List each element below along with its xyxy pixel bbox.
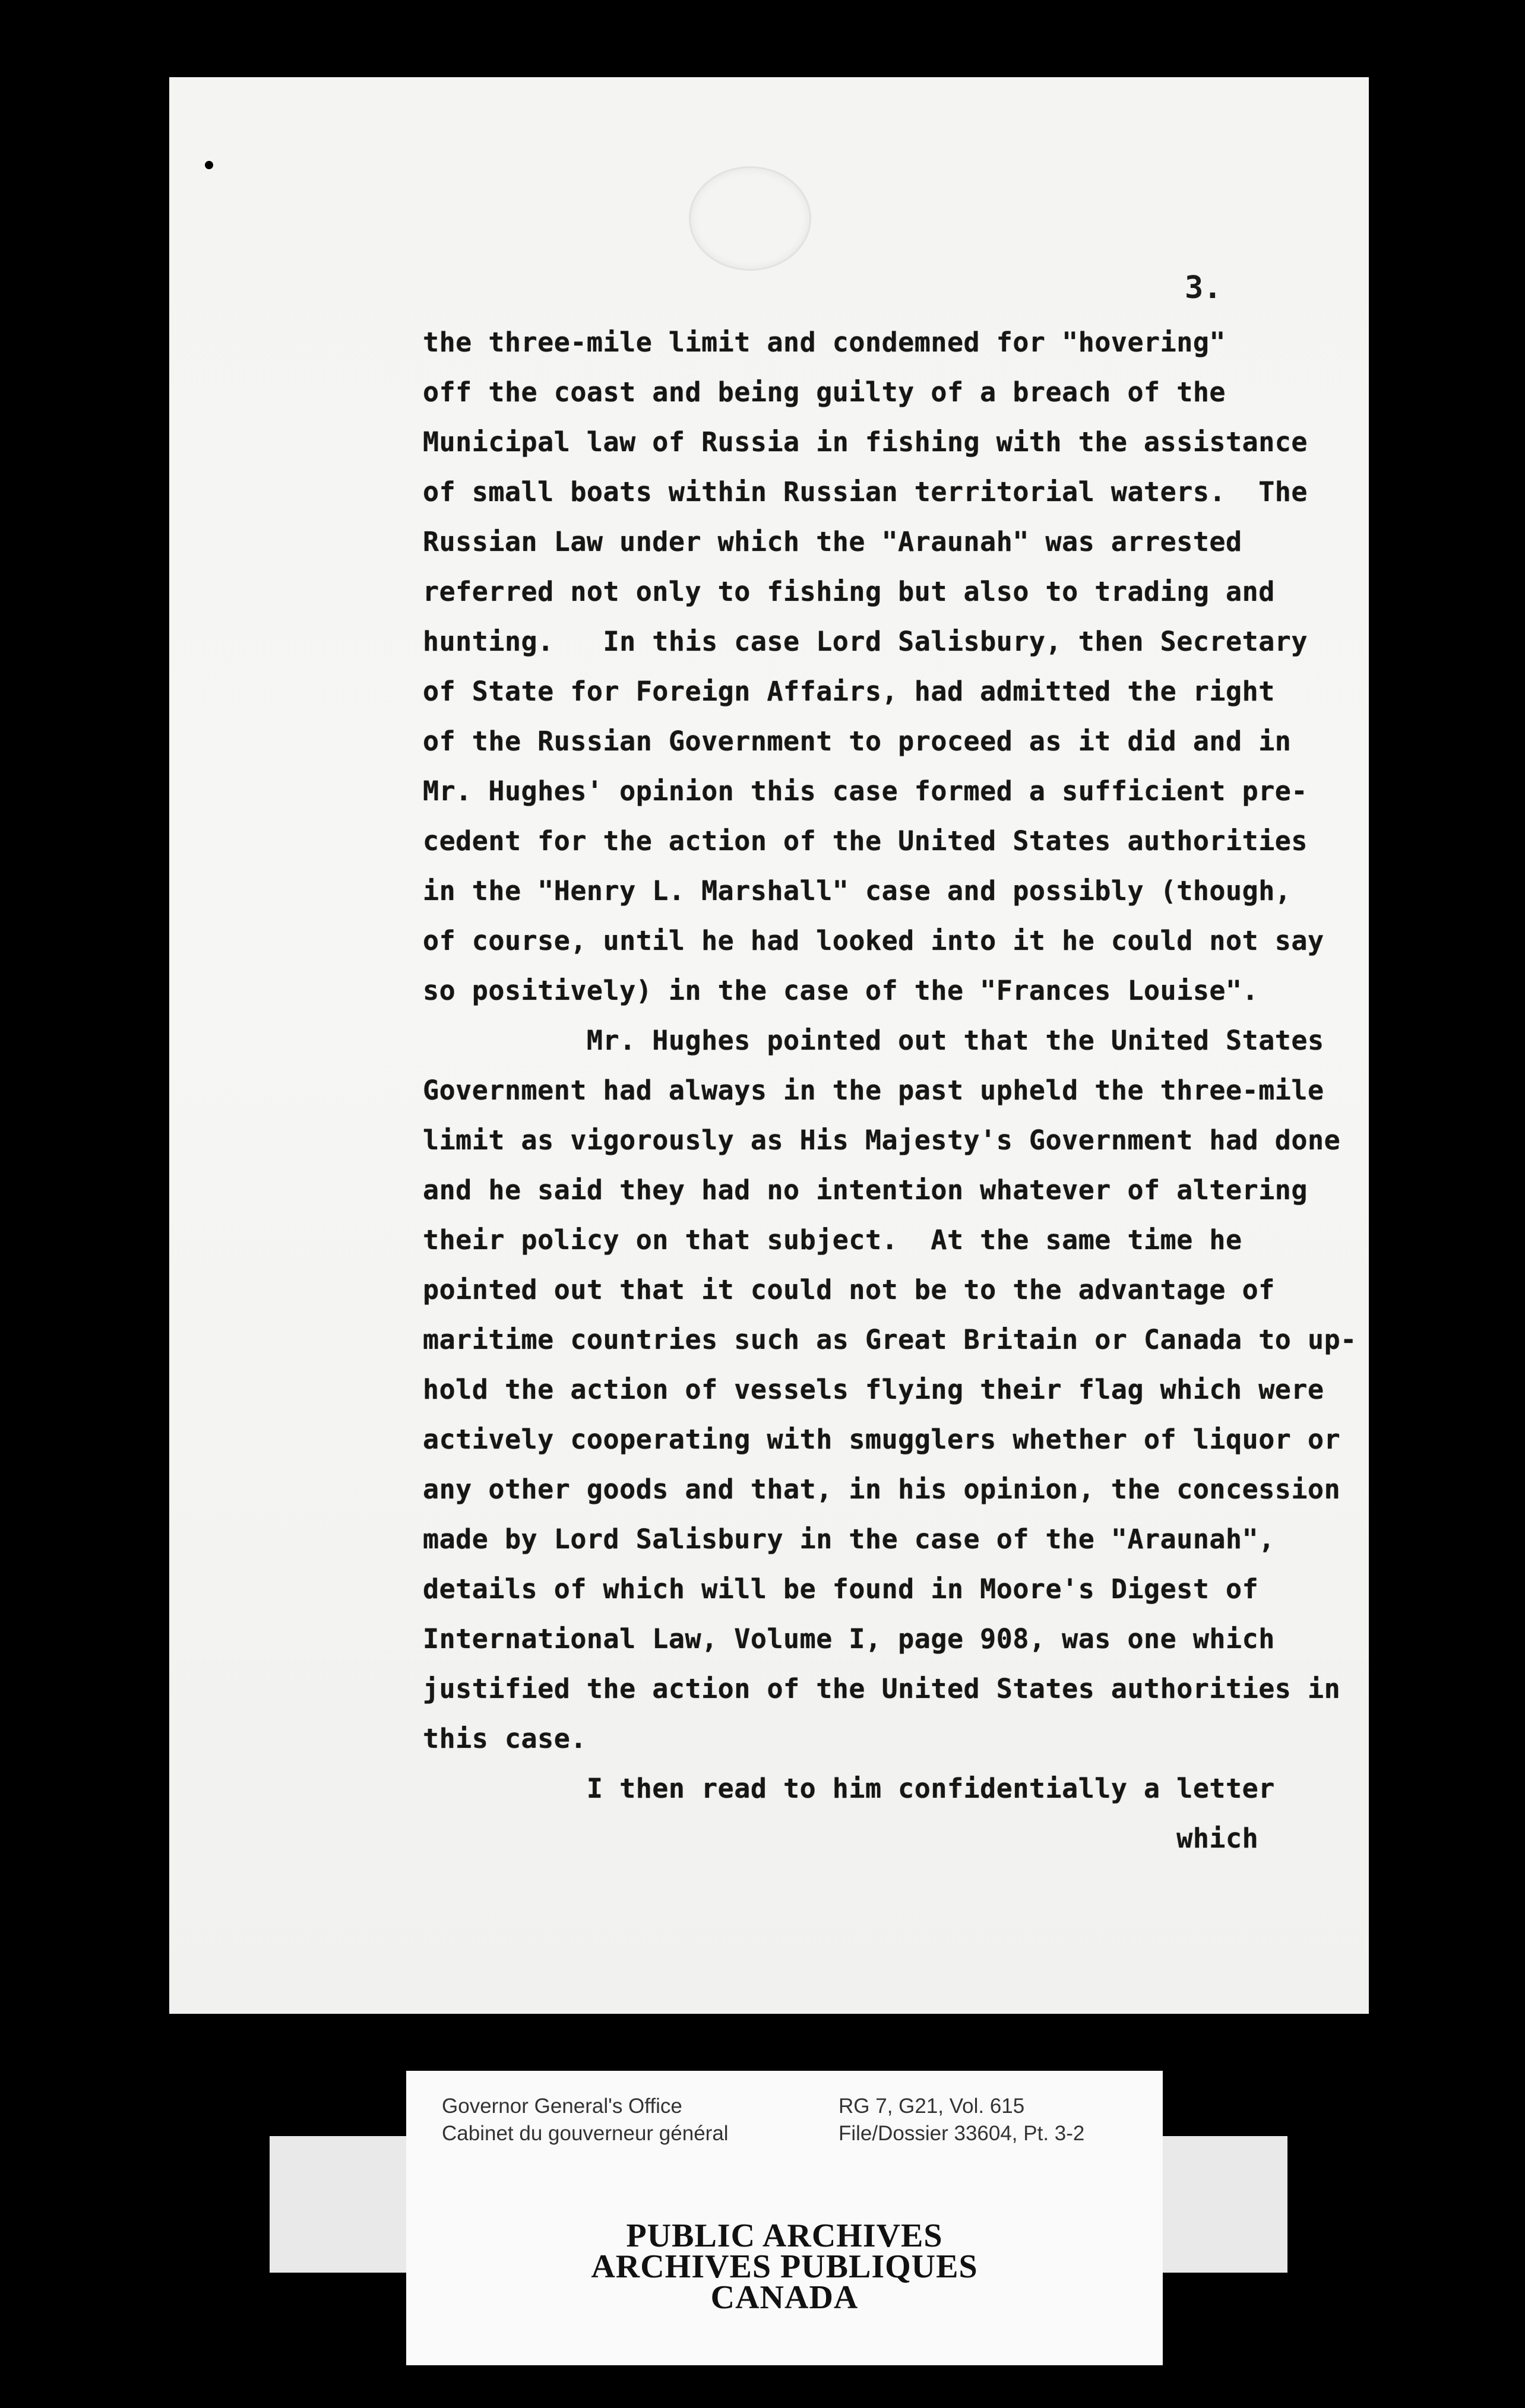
page-number: 3. bbox=[1185, 270, 1222, 306]
text-line: limit as vigorously as His Majesty's Government had done bbox=[423, 1124, 1341, 1156]
text-line: any other goods and that, in his opinion, the concession bbox=[423, 1474, 1341, 1505]
text-line: Government had always in the past upheld the three-mile bbox=[423, 1075, 1324, 1106]
text-line: of course, until he had looked into it he could not say bbox=[423, 925, 1324, 956]
text-line: details of which will be found in Moore's Digest of bbox=[423, 1573, 1259, 1605]
text-line: off the coast and being guilty of a breach of the bbox=[423, 376, 1226, 408]
office-name-french: Cabinet du gouverneur général bbox=[442, 2122, 729, 2145]
archives-stamp bbox=[406, 2217, 1163, 2316]
text-line: actively cooperating with smugglers whether of liquor or bbox=[423, 1424, 1341, 1455]
punch-hole bbox=[69, 61, 98, 92]
text-line: International Law, Volume I, page 908, was one which bbox=[423, 1623, 1275, 1655]
label-tab-left bbox=[270, 2136, 406, 2273]
text-line: referred not only to fishing but also to trading and bbox=[423, 576, 1275, 607]
text-line: hunting. In this case Lord Salisbury, then Secretary bbox=[423, 626, 1308, 657]
record-group-reference: RG 7, G21, Vol. 615 bbox=[839, 2095, 1025, 2118]
text-line: so positively) in the case of the "Frances Louise". bbox=[423, 975, 1259, 1006]
text-line: the three-mile limit and condemned for "hovering" bbox=[423, 327, 1226, 358]
embossed-seal bbox=[689, 166, 811, 271]
text-line: Mr. Hughes' opinion this case formed a sufficient pre- bbox=[423, 775, 1308, 807]
text-line: of State for Foreign Affairs, had admitted the right bbox=[423, 676, 1275, 707]
text-line: of the Russian Government to proceed as it did and in bbox=[423, 725, 1292, 757]
letter-body bbox=[423, 318, 1480, 1864]
office-name-english: Governor General's Office bbox=[442, 2095, 682, 2118]
text-line: their policy on that subject. At the same time he bbox=[423, 1224, 1242, 1256]
text-line: Russian Law under which the "Araunah" was arrested bbox=[423, 526, 1242, 557]
text-line: hold the action of vessels flying their flag which were bbox=[423, 1374, 1324, 1405]
file-reference: File/Dossier 33604, Pt. 3-2 bbox=[839, 2122, 1085, 2145]
stamp-line-country: CANADA bbox=[710, 2279, 859, 2316]
text-line: maritime countries such as Great Britain or Canada to up- bbox=[423, 1324, 1357, 1355]
text-line: justified the action of the United States authorities in bbox=[423, 1673, 1341, 1704]
text-line: this case. bbox=[423, 1723, 587, 1754]
text-line: I then read to him confidentially a letter bbox=[423, 1773, 1275, 1804]
text-line: made by Lord Salisbury in the case of the "Araunah", bbox=[423, 1523, 1275, 1555]
ink-mark bbox=[205, 161, 213, 169]
text-line: in the "Henry L. Marshall" case and possibly (though, bbox=[423, 875, 1292, 907]
archive-label bbox=[406, 2071, 1163, 2365]
text-line: Mr. Hughes pointed out that the United States bbox=[423, 1025, 1324, 1056]
text-line: which bbox=[423, 1823, 1259, 1854]
text-line: cedent for the action of the United States authorities bbox=[423, 825, 1308, 857]
text-line: pointed out that it could not be to the advantage of bbox=[423, 1274, 1275, 1306]
text-line: and he said they had no intention whatever of altering bbox=[423, 1174, 1308, 1206]
text-line: Municipal law of Russia in fishing with the assistance bbox=[423, 426, 1308, 458]
stamp-line-english: PUBLIC ARCHIVES bbox=[626, 2217, 943, 2254]
label-tab-right bbox=[1163, 2136, 1287, 2273]
stamp-line-french: ARCHIVES PUBLIQUES bbox=[591, 2248, 978, 2285]
punch-hole bbox=[89, 227, 126, 266]
document-page bbox=[169, 77, 1369, 2014]
text-line: of small boats within Russian territorial waters. The bbox=[423, 476, 1308, 508]
